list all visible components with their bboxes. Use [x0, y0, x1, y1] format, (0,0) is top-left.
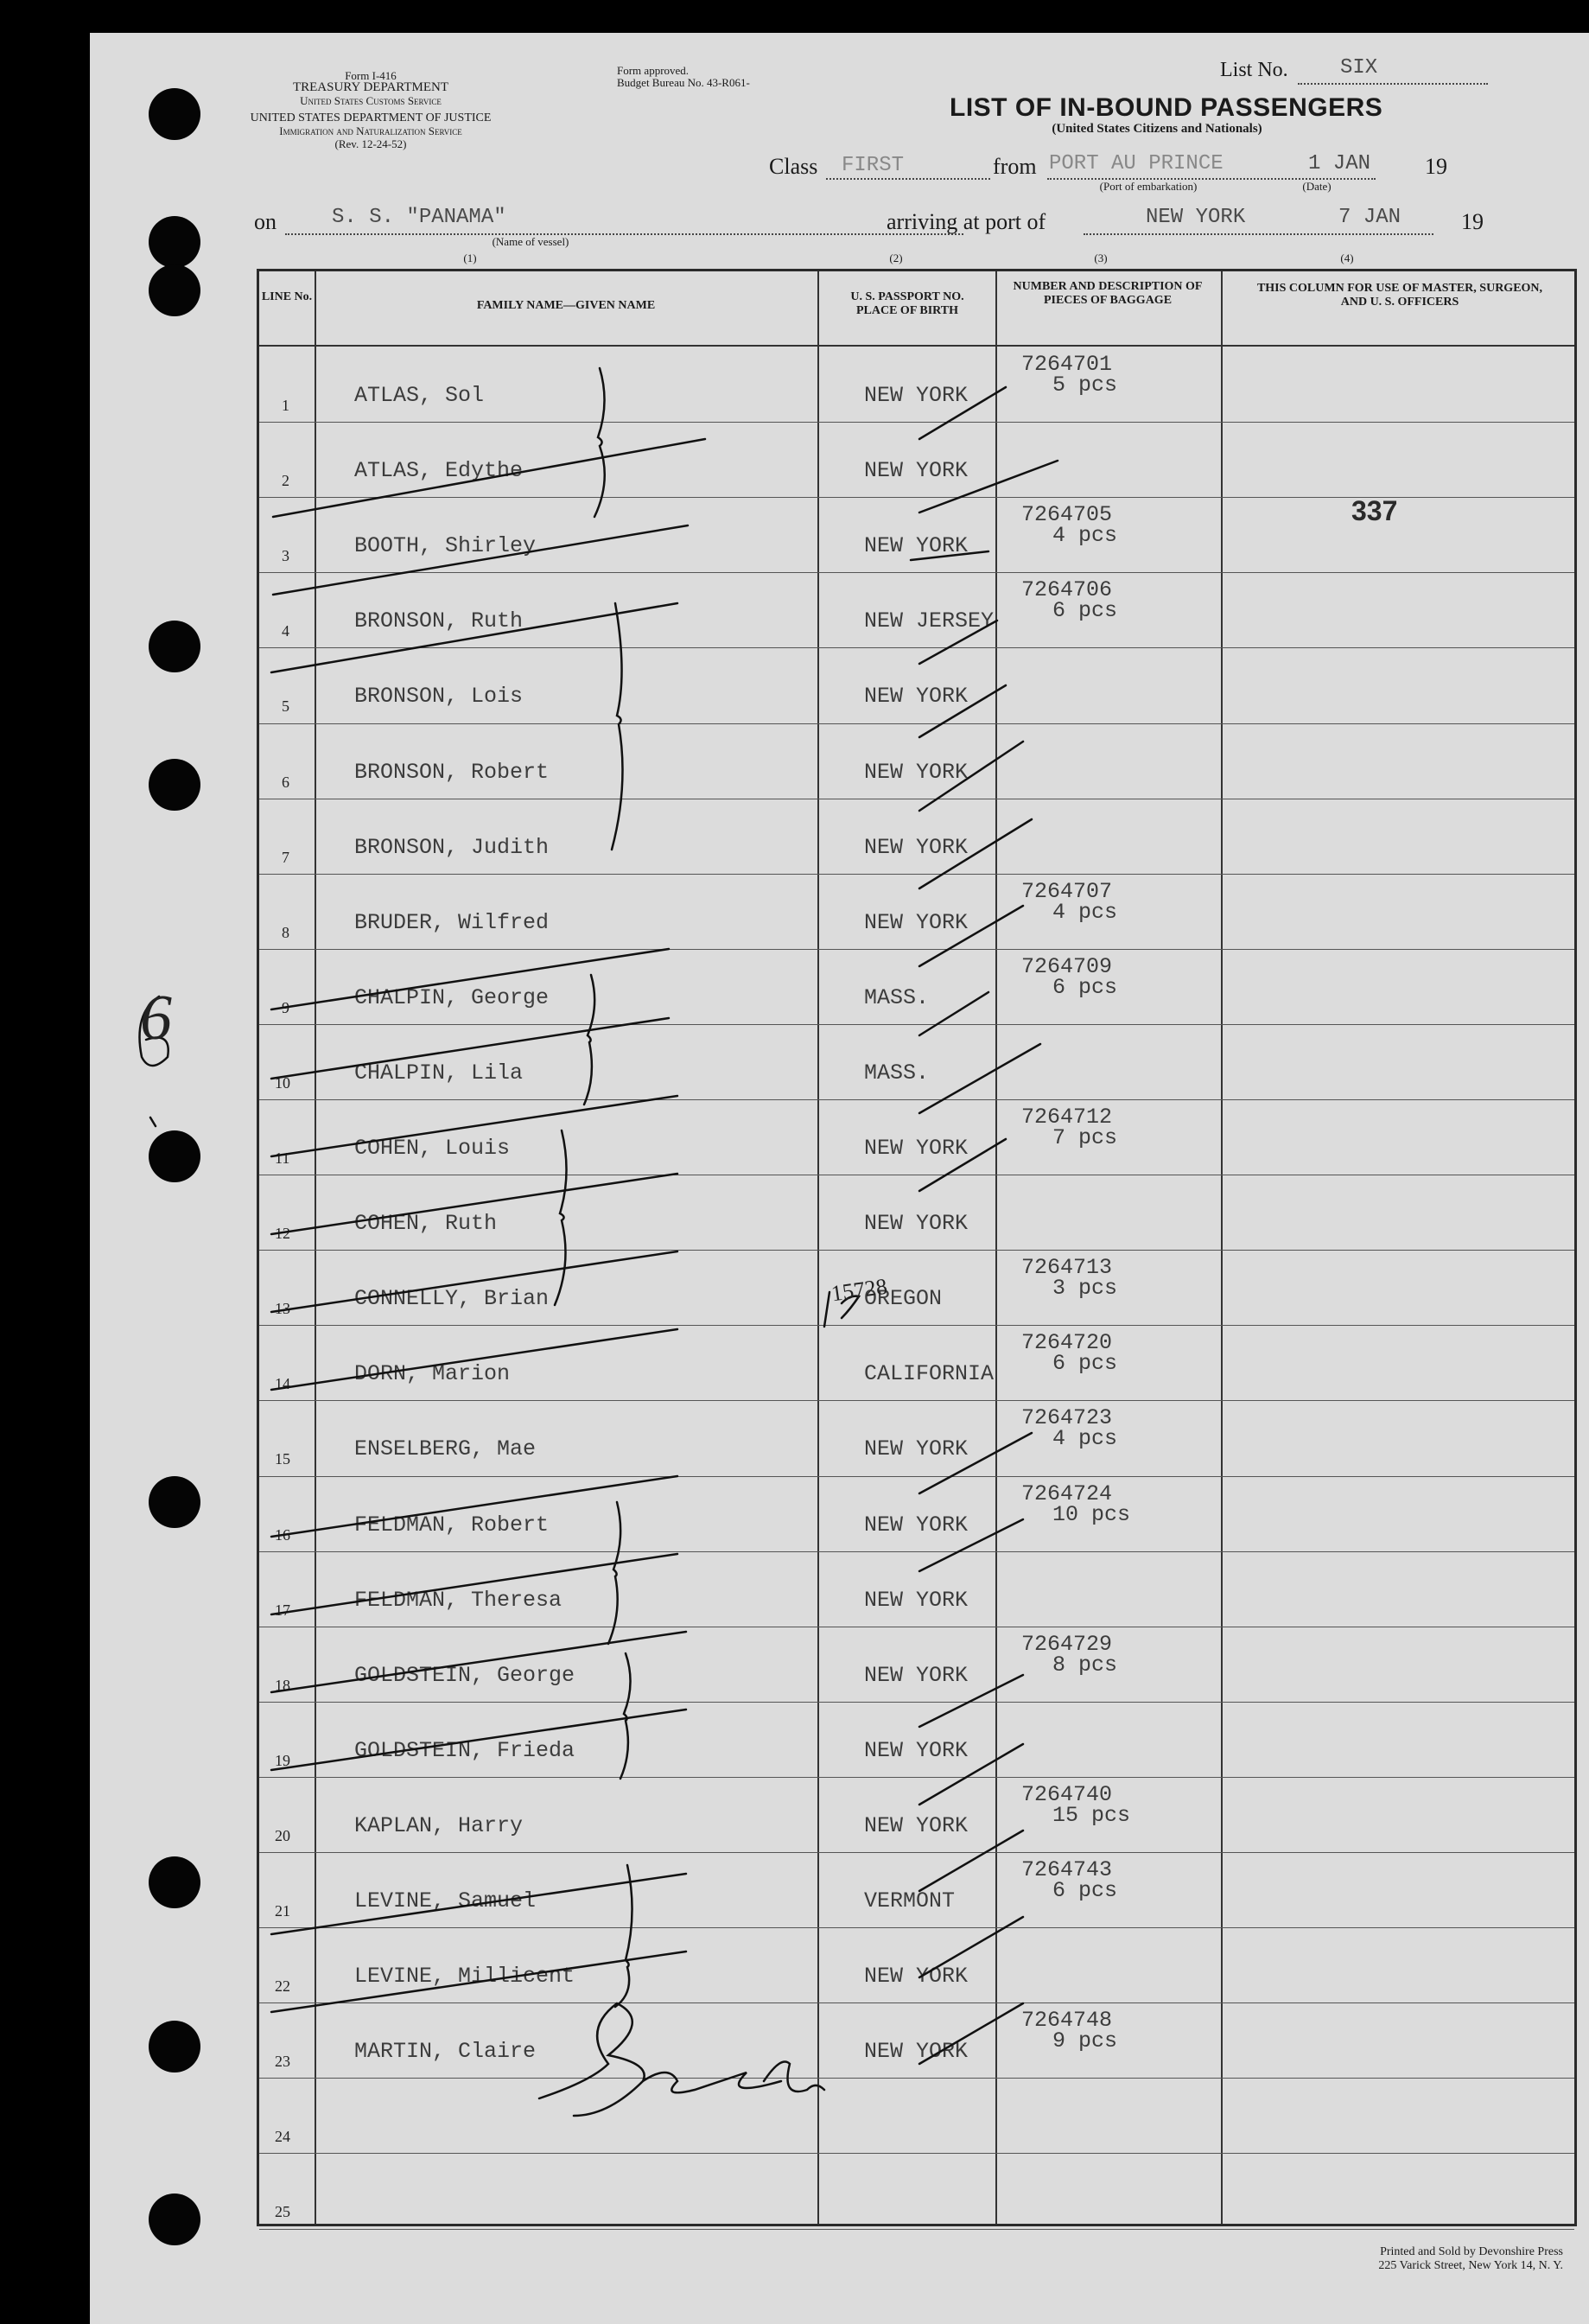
binder-hole — [149, 759, 200, 811]
place-of-birth: NEW YORK — [864, 1964, 969, 1990]
line-number: 8 — [282, 923, 289, 941]
baggage-number: 7264713 — [1021, 1255, 1113, 1281]
ins-service: Immigration and Naturalization Service — [279, 124, 462, 137]
place-of-birth: NEW YORK — [864, 383, 969, 408]
col-header-baggage: NUMBER AND DESCRIPTION OF PIECES OF BAGGAGE — [1013, 280, 1203, 307]
line-number: 17 — [275, 1601, 290, 1619]
line-number: 12 — [275, 1225, 290, 1243]
place-of-birth: NEW YORK — [864, 458, 969, 484]
passenger-name: BOOTH, Shirley — [354, 533, 537, 559]
place-of-birth: NEW YORK — [864, 1436, 969, 1462]
budget-bureau: Budget Bureau No. 43-R061- — [617, 76, 750, 89]
line-number: 14 — [275, 1375, 290, 1393]
passenger-name: FELDMAN, Robert — [354, 1512, 550, 1538]
baggage-number: 7264740 — [1021, 1781, 1113, 1807]
place-of-birth: NEW YORK — [864, 1211, 969, 1237]
baggage-number: 7264723 — [1021, 1405, 1113, 1431]
passenger-name: FELDMAN, Theresa — [354, 1587, 563, 1613]
line-number: 18 — [275, 1676, 290, 1694]
passenger-name: ATLAS, Edythe — [354, 458, 524, 484]
baggage-pieces: 6 pcs — [1052, 598, 1118, 624]
place-of-birth: NEW YORK — [864, 1587, 969, 1613]
passenger-name: BRONSON, Robert — [354, 759, 550, 785]
line-number: 13 — [275, 1300, 290, 1318]
place-of-birth: NEW YORK — [864, 1812, 969, 1838]
from-label: from — [993, 154, 1037, 179]
line-number: 19 — [275, 1751, 290, 1769]
date-caption: (Date) — [1302, 180, 1332, 193]
baggage-pieces: 5 pcs — [1052, 372, 1118, 398]
passenger-name: BRONSON, Judith — [354, 834, 550, 860]
form-number: Form I-416 — [345, 69, 397, 82]
manifest-sheet — [90, 33, 1589, 2324]
col2-number: (2) — [889, 252, 903, 264]
class-label: Class — [769, 154, 818, 179]
line-number: 25 — [275, 2203, 290, 2221]
year-2: 19 — [1461, 209, 1484, 234]
passenger-name: ENSELBERG, Mae — [354, 1436, 537, 1462]
line-number: 11 — [275, 1149, 290, 1167]
binder-hole — [149, 1130, 200, 1182]
place-of-birth: NEW YORK — [864, 533, 969, 559]
passenger-name: KAPLAN, Harry — [354, 1812, 524, 1838]
baggage-number: 7264706 — [1021, 577, 1113, 603]
baggage-number: 7264709 — [1021, 953, 1113, 979]
line-number: 7 — [282, 848, 289, 866]
passenger-name: BRONSON, Lois — [354, 684, 524, 710]
list-no-label: List No. — [1220, 59, 1288, 81]
baggage-pieces: 4 pcs — [1052, 523, 1118, 549]
place-of-birth: NEW YORK — [864, 1136, 969, 1161]
form-approved: Form approved. — [617, 64, 690, 77]
line-number: 22 — [275, 1977, 290, 1996]
passenger-name: GOLDSTEIN, George — [354, 1662, 575, 1688]
binder-hole — [149, 216, 200, 268]
line-number: 6 — [282, 773, 289, 791]
line-number: 3 — [282, 547, 289, 565]
col4-number: (4) — [1340, 252, 1354, 264]
place-of-birth: NEW YORK — [864, 834, 969, 860]
passport-note: 15728 — [829, 1273, 889, 1307]
place-of-birth: MASS. — [864, 1060, 930, 1086]
baggage-number: 7264701 — [1021, 352, 1113, 377]
place-of-birth: NEW YORK — [864, 2039, 969, 2065]
form-title: LIST OF IN-BOUND PASSENGERS — [950, 93, 1383, 122]
line-number: 20 — [275, 1826, 290, 1844]
class-value: FIRST — [842, 154, 905, 177]
passenger-name: MARTIN, Claire — [354, 2039, 537, 2065]
place-of-birth: NEW JERSEY — [864, 608, 995, 634]
justice-dept: UNITED STATES DEPARTMENT OF JUSTICE — [250, 111, 492, 124]
line-number: 10 — [275, 1073, 290, 1092]
binder-hole — [149, 88, 200, 140]
line-number: 2 — [282, 472, 289, 490]
place-of-birth: NEW YORK — [864, 909, 969, 935]
baggage-pieces: 6 pcs — [1052, 1878, 1118, 1903]
col1-number: (1) — [463, 252, 477, 264]
place-of-birth: VERMONT — [864, 1888, 956, 1913]
place-of-birth: CALIFORNIA — [864, 1361, 995, 1387]
vessel-name: S. S. "PANAMA" — [332, 206, 506, 229]
printer-line-2: 225 Varick Street, New York 14, N. Y. — [1378, 2259, 1563, 2272]
baggage-pieces: 7 pcs — [1052, 1125, 1118, 1150]
baggage-number: 7264748 — [1021, 2008, 1113, 2034]
baggage-number: 7264705 — [1021, 502, 1113, 528]
line-number: 21 — [275, 1902, 290, 1920]
port-caption: (Port of embarkation) — [1099, 180, 1198, 193]
col-header-passport: U. S. PASSPORT NO. PLACE OF BIRTH — [850, 290, 964, 317]
form-subtitle: (United States Citizens and Nationals) — [1052, 122, 1262, 136]
baggage-number: 7264743 — [1021, 1857, 1113, 1882]
baggage-pieces: 9 pcs — [1052, 2028, 1118, 2054]
year-1: 19 — [1425, 154, 1447, 179]
line-number: 4 — [282, 622, 289, 640]
passenger-name: CONNELLY, Brian — [354, 1286, 550, 1312]
place-of-birth: NEW YORK — [864, 1512, 969, 1538]
line-number: 23 — [275, 2053, 290, 2071]
baggage-number: 7264712 — [1021, 1105, 1113, 1130]
line-number: 5 — [282, 697, 289, 716]
line-number: 15 — [275, 1450, 290, 1468]
place-of-birth: NEW YORK — [864, 1662, 969, 1688]
baggage-number: 7264720 — [1021, 1330, 1113, 1356]
line-number: 24 — [275, 2128, 290, 2146]
binder-hole — [149, 264, 200, 316]
passenger-name: LEVINE, Samuel — [354, 1888, 537, 1913]
vessel-caption: (Name of vessel) — [492, 235, 569, 248]
baggage-pieces: 8 pcs — [1052, 1652, 1118, 1678]
printer-line-1: Printed and Sold by Devonshire Press — [1380, 2245, 1563, 2258]
binder-hole — [149, 2193, 200, 2245]
passenger-name: DORN, Marion — [354, 1361, 511, 1387]
passenger-name: CHALPIN, George — [354, 984, 550, 1010]
baggage-pieces: 3 pcs — [1052, 1276, 1118, 1302]
place-of-birth: MASS. — [864, 984, 930, 1010]
place-of-birth: NEW YORK — [864, 759, 969, 785]
officer-note: 337 — [1351, 495, 1398, 526]
baggage-number: 7264724 — [1021, 1480, 1113, 1506]
baggage-pieces: 4 pcs — [1052, 899, 1118, 925]
passenger-name: COHEN, Louis — [354, 1136, 511, 1161]
passenger-name: BRONSON, Ruth — [354, 608, 524, 634]
line-number: 9 — [282, 998, 289, 1016]
binder-hole — [149, 2021, 200, 2072]
baggage-number: 7264707 — [1021, 878, 1113, 904]
margin-note: 6 — [140, 983, 172, 1054]
line-number: 1 — [282, 397, 289, 414]
col-header-name: FAMILY NAME—GIVEN NAME — [476, 299, 656, 312]
place-of-birth: NEW YORK — [864, 1737, 969, 1763]
place-of-birth: NEW YORK — [864, 684, 969, 710]
baggage-number: 7264729 — [1021, 1631, 1113, 1657]
baggage-pieces: 6 pcs — [1052, 1351, 1118, 1377]
baggage-pieces: 15 pcs — [1052, 1802, 1131, 1828]
passenger-name: GOLDSTEIN, Frieda — [354, 1737, 575, 1763]
baggage-pieces: 10 pcs — [1052, 1501, 1131, 1527]
baggage-pieces: 6 pcs — [1052, 974, 1118, 1000]
embarkation-date: 1 JAN — [1308, 152, 1371, 175]
arrival-date: 7 JAN — [1338, 206, 1401, 229]
col-header-line: LINE No. — [261, 290, 313, 303]
embarkation-port: PORT AU PRINCE — [1049, 152, 1224, 175]
binder-hole — [149, 1856, 200, 1908]
baggage-pieces: 4 pcs — [1052, 1426, 1118, 1452]
line-number: 16 — [275, 1525, 290, 1544]
list-no-value: SIX — [1340, 56, 1378, 80]
col-header-officers: THIS COLUMN FOR USE OF MASTER, SURGEON, AND U. S. OFFICERS — [1256, 282, 1543, 309]
arriving-label: arriving at port of — [887, 209, 1046, 234]
revision-date: (Rev. 12-24-52) — [334, 137, 407, 150]
arrival-port: NEW YORK — [1146, 206, 1246, 229]
passenger-name: ATLAS, Sol — [354, 383, 485, 408]
handwritten-marks — [90, 33, 1589, 2324]
binder-hole — [149, 1476, 200, 1528]
passenger-name: COHEN, Ruth — [354, 1211, 498, 1237]
treasury-dept: TREASURY DEPARTMENT — [292, 80, 449, 94]
passenger-name: CHALPIN, Lila — [354, 1060, 524, 1086]
passenger-name: BRUDER, Wilfred — [354, 909, 550, 935]
customs-service: United States Customs Service — [300, 94, 442, 107]
place-of-birth: OREGON — [864, 1286, 943, 1312]
passenger-name: LEVINE, Millicent — [354, 1964, 575, 1990]
binder-hole — [149, 621, 200, 672]
on-label: on — [254, 209, 276, 234]
col3-number: (3) — [1094, 252, 1108, 264]
